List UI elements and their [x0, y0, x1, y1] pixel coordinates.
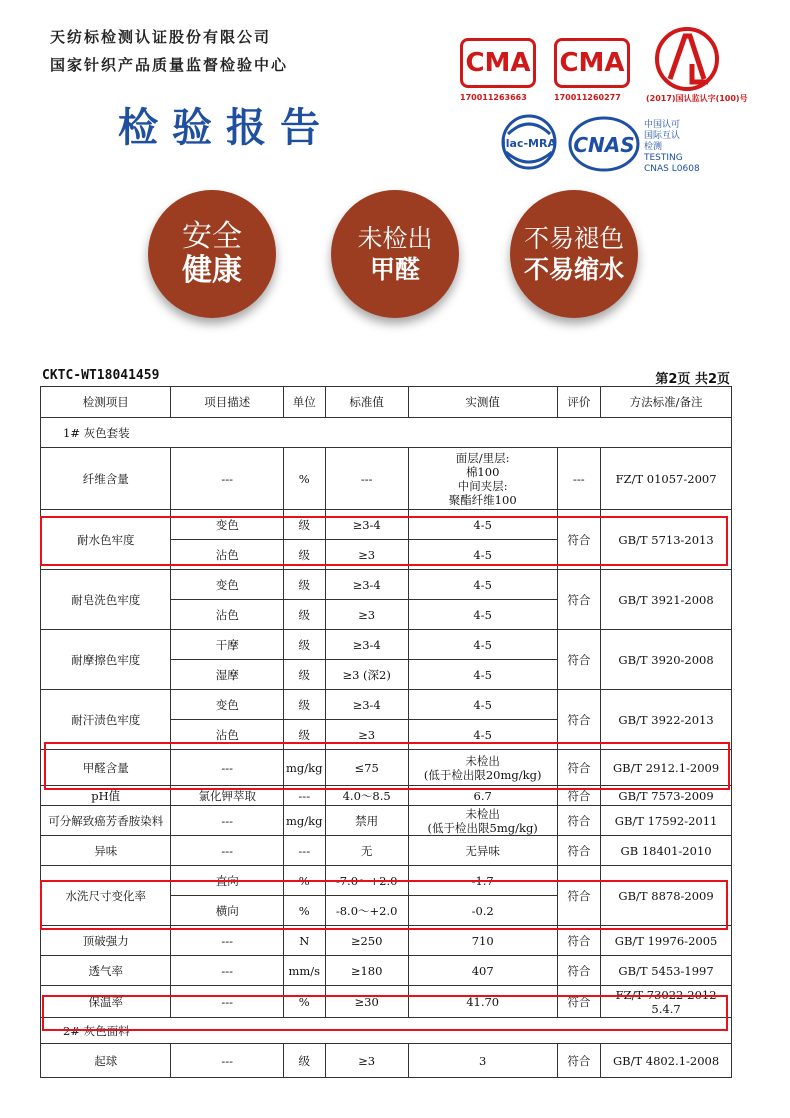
cell-result: 4-5 [408, 600, 557, 630]
cell-unit: --- [284, 786, 325, 806]
cell-desc: 沾色 [171, 540, 284, 570]
cell-result: 未检出 (低于检出限20mg/kg) [408, 750, 557, 786]
cell-std: ≥3 (深2) [325, 660, 408, 690]
report-page-number: 第2页 共2页 [655, 372, 730, 387]
report-title: 检验报告 [118, 104, 334, 151]
table-row [41, 510, 732, 540]
cell-unit: % [284, 986, 325, 1018]
cell-item: 耐摩擦色牢度 [41, 630, 171, 690]
cell-std: ≤75 [325, 750, 408, 786]
svg-text:CNAS: CNAS [573, 133, 635, 157]
cell-unit: 级 [284, 600, 325, 630]
cell-unit: mg/kg [284, 750, 325, 786]
cell-desc: --- [171, 750, 284, 786]
cell-method: GB/T 5713-2013 [601, 510, 732, 570]
cell-item: 起球 [41, 1044, 171, 1078]
table-row [41, 806, 732, 836]
cell-desc: --- [171, 806, 284, 836]
cell-method: GB/T 8878-2009 [601, 866, 732, 926]
cal-logo [652, 24, 722, 94]
table-row [41, 630, 732, 660]
cell-std: ≥3-4 [325, 570, 408, 600]
cell-desc: --- [171, 836, 284, 866]
cell-unit: N [284, 926, 325, 956]
center-name: 国家针织产品质量监督检验中心 [50, 56, 289, 74]
table-row [41, 836, 732, 866]
cell-result: 面层/里层: 棉100 中间夹层: 聚酯纤维100 [408, 448, 557, 510]
header-cell: 检测项目 [41, 387, 171, 418]
cell-item: pH值 [41, 786, 171, 806]
section-row [41, 418, 732, 448]
cell-method: GB/T 3922-2013 [601, 690, 732, 750]
cell-std: ≥3 [325, 720, 408, 750]
cell-std: ≥3-4 [325, 630, 408, 660]
svg-text:ilac-MRA: ilac-MRA [502, 137, 556, 150]
cell-unit: 级 [284, 630, 325, 660]
cell-eval: 符合 [557, 986, 601, 1018]
cell-eval: 符合 [557, 926, 601, 956]
cell-method: GB/T 2912.1-2009 [601, 750, 732, 786]
cell-result: 4-5 [408, 690, 557, 720]
cell-unit: 级 [284, 540, 325, 570]
cell-result: 3 [408, 1044, 557, 1078]
cell-result: 未检出 (低于检出限5mg/kg) [408, 806, 557, 836]
cell-eval: 符合 [557, 786, 601, 806]
table-row [41, 926, 732, 956]
cell-eval: --- [557, 448, 601, 510]
report-table [40, 386, 732, 1078]
cma-logo-1: CMA [460, 38, 536, 88]
cell-item: 耐水色牢度 [41, 510, 171, 570]
cell-unit: mg/kg [284, 806, 325, 836]
cell-method: GB/T 17592-2011 [601, 806, 732, 836]
cell-unit: 级 [284, 1044, 325, 1078]
table-row [41, 956, 732, 986]
section-label: 2# 灰色面料 [41, 1018, 732, 1044]
cell-item: 保温率 [41, 986, 171, 1018]
cell-std: 无 [325, 836, 408, 866]
cell-item: 甲醛含量 [41, 750, 171, 786]
cell-desc: 变色 [171, 570, 284, 600]
header-cell: 方法标准/备注 [601, 387, 732, 418]
cell-eval: 符合 [557, 836, 601, 866]
cal-number: (2017)国认监认字(100)号 [646, 94, 748, 103]
badge-safe-healthy: 安全 健康 [148, 190, 276, 318]
cma-number-1: 170011263663 [460, 93, 527, 102]
cell-method: GB/T 5453-1997 [601, 956, 732, 986]
cell-desc: 横向 [171, 896, 284, 926]
cell-std: ≥3-4 [325, 690, 408, 720]
cell-unit: % [284, 896, 325, 926]
cell-unit: --- [284, 836, 325, 866]
cell-unit: % [284, 448, 325, 510]
cell-result: 4-5 [408, 630, 557, 660]
cell-method: GB/T 3921-2008 [601, 570, 732, 630]
cell-method: GB 18401-2010 [601, 836, 732, 866]
cell-unit: 级 [284, 690, 325, 720]
company-name: 天纺标检测认证股份有限公司 [50, 28, 272, 46]
section-label: 1# 灰色套装 [41, 418, 732, 448]
cell-desc: 变色 [171, 690, 284, 720]
cell-method: GB/T 3920-2008 [601, 630, 732, 690]
cell-eval: 符合 [557, 750, 601, 786]
ilac-logo [496, 112, 562, 176]
cell-item: 顶破强力 [41, 926, 171, 956]
cell-eval: 符合 [557, 510, 601, 570]
cell-desc: 沾色 [171, 720, 284, 750]
table-row [41, 690, 732, 720]
cell-result: -0.2 [408, 896, 557, 926]
table-row [41, 1044, 732, 1078]
cell-item: 可分解致癌芳香胺染料 [41, 806, 171, 836]
cell-std: ≥3 [325, 540, 408, 570]
cell-item: 纤维含量 [41, 448, 171, 510]
header-cell: 标准值 [325, 387, 408, 418]
cell-result: 4-5 [408, 720, 557, 750]
cell-std: ≥180 [325, 956, 408, 986]
cell-unit: mm/s [284, 956, 325, 986]
header-cell: 项目描述 [171, 387, 284, 418]
cell-eval: 符合 [557, 956, 601, 986]
header-cell: 评价 [557, 387, 601, 418]
badge-colorfast: 不易褪色 不易缩水 [510, 190, 638, 318]
cell-desc: 氯化钾萃取 [171, 786, 284, 806]
cell-eval: 符合 [557, 1044, 601, 1078]
cell-desc: --- [171, 1044, 284, 1078]
cell-std: 4.0～8.5 [325, 786, 408, 806]
cell-unit: 级 [284, 510, 325, 540]
table-row [41, 786, 732, 806]
table-row [41, 986, 732, 1018]
cell-item: 透气率 [41, 956, 171, 986]
table-header-row [41, 387, 732, 418]
cell-std: -8.0～+2.0 [325, 896, 408, 926]
table-row [41, 866, 732, 896]
badge-no-formaldehyde: 未检出 甲醛 [331, 190, 459, 318]
cnas-text: 中国认可 国际互认 检测 TESTING CNAS L0608 [644, 120, 700, 174]
cell-std: --- [325, 448, 408, 510]
cell-desc: --- [171, 448, 284, 510]
cell-unit: 级 [284, 660, 325, 690]
section-row [41, 1018, 732, 1044]
cell-desc: --- [171, 926, 284, 956]
cell-desc: 直向 [171, 866, 284, 896]
cell-result: 4-5 [408, 540, 557, 570]
cell-result: 4-5 [408, 570, 557, 600]
cell-result: 407 [408, 956, 557, 986]
cell-result: -1.7 [408, 866, 557, 896]
cell-method: FZ/T 01057-2007 [601, 448, 732, 510]
cell-eval: 符合 [557, 806, 601, 836]
cell-std: ≥30 [325, 986, 408, 1018]
cell-std: ≥3 [325, 1044, 408, 1078]
table-row [41, 448, 732, 510]
cell-result: 4-5 [408, 660, 557, 690]
cell-desc: 变色 [171, 510, 284, 540]
cell-eval: 符合 [557, 630, 601, 690]
cell-item: 耐皂洗色牢度 [41, 570, 171, 630]
table-row [41, 570, 732, 600]
cnas-logo [568, 116, 640, 172]
cell-item: 异味 [41, 836, 171, 866]
cell-method: GB/T 7573-2009 [601, 786, 732, 806]
cell-eval: 符合 [557, 690, 601, 750]
cell-item: 水洗尺寸变化率 [41, 866, 171, 926]
cell-result: 710 [408, 926, 557, 956]
cma-logo-2: CMA [554, 38, 630, 88]
cell-item: 耐汗渍色牢度 [41, 690, 171, 750]
cell-eval: 符合 [557, 570, 601, 630]
cell-unit: 级 [284, 720, 325, 750]
cell-unit: 级 [284, 570, 325, 600]
cell-method: GB/T 19976-2005 [601, 926, 732, 956]
cell-result: 6.7 [408, 786, 557, 806]
table-row [41, 750, 732, 786]
cell-std: ≥250 [325, 926, 408, 956]
cell-desc: --- [171, 986, 284, 1018]
cell-method: FZ/T 73022-2012 5.4.7 [601, 986, 732, 1018]
cell-eval: 符合 [557, 866, 601, 926]
cell-method: GB/T 4802.1-2008 [601, 1044, 732, 1078]
header-cell: 单位 [284, 387, 325, 418]
cell-std: 禁用 [325, 806, 408, 836]
cell-std: -7.0～+2.0 [325, 866, 408, 896]
header-cell: 实测值 [408, 387, 557, 418]
cell-std: ≥3-4 [325, 510, 408, 540]
cell-desc: 干摩 [171, 630, 284, 660]
cell-result: 无异味 [408, 836, 557, 866]
cell-result: 4-5 [408, 510, 557, 540]
cell-desc: 湿摩 [171, 660, 284, 690]
cell-std: ≥3 [325, 600, 408, 630]
cma-number-2: 170011260277 [554, 93, 621, 102]
cell-unit: % [284, 866, 325, 896]
cell-desc: --- [171, 956, 284, 986]
report-doc-id: CKTC-WT18041459 [42, 368, 160, 383]
cell-result: 41.70 [408, 986, 557, 1018]
cell-desc: 沾色 [171, 600, 284, 630]
